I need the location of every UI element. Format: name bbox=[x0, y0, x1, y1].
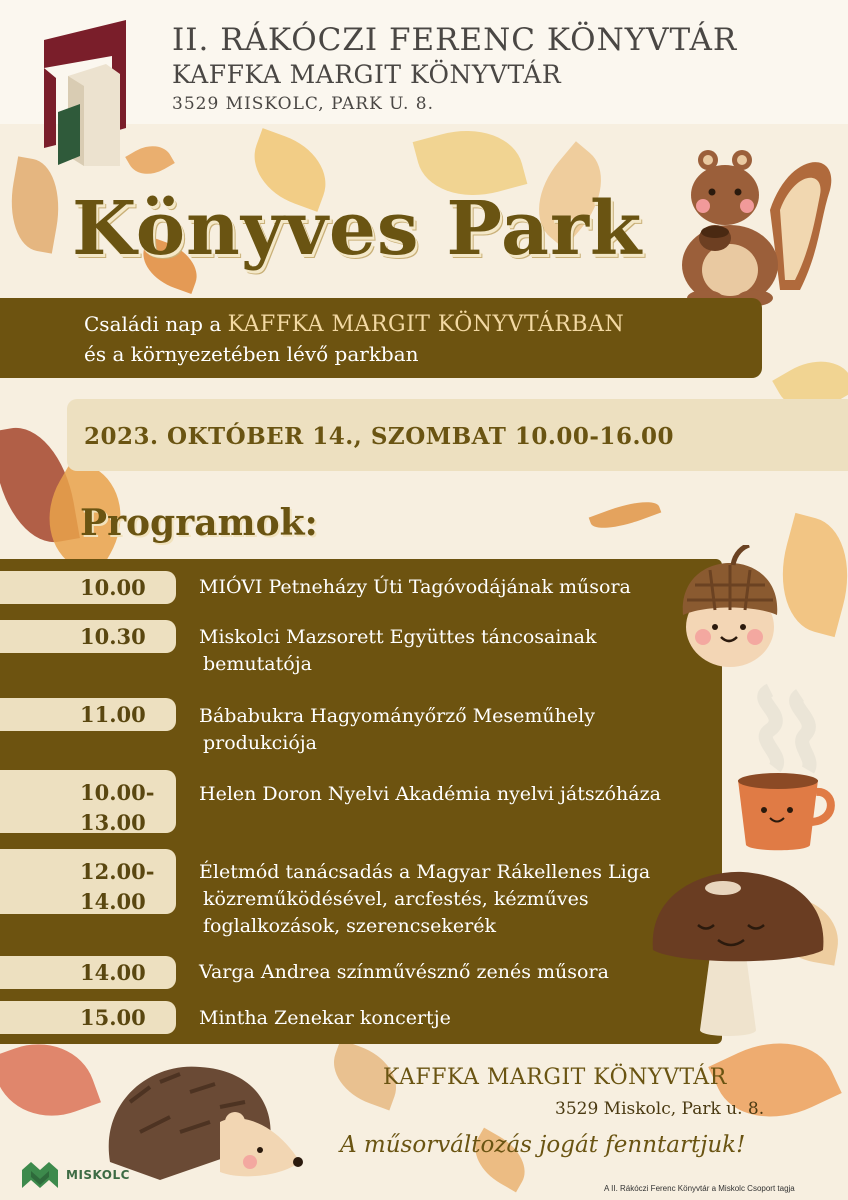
program-time bbox=[0, 1001, 176, 1034]
miskolc-logo-text: MISKOLC bbox=[66, 1168, 130, 1182]
program-time bbox=[0, 956, 176, 989]
description-line: Mintha Zenekar koncertje bbox=[199, 1007, 451, 1029]
footer-notice: A műsorváltozás jogát fenntartjuk! bbox=[340, 1132, 746, 1158]
programs-heading: Programok: bbox=[80, 502, 318, 544]
description-line: Varga Andrea színművésznő zenés műsora bbox=[199, 961, 609, 983]
description-line: bemutatója bbox=[203, 653, 312, 675]
time-line: 15.00 bbox=[80, 1005, 146, 1030]
program-description bbox=[199, 574, 631, 601]
time-line: 14.00 bbox=[80, 889, 146, 914]
time-line: 12.00- bbox=[80, 859, 155, 884]
program-description bbox=[199, 959, 609, 986]
acorn-icon bbox=[675, 545, 785, 670]
program-description bbox=[199, 703, 595, 757]
description-line: Bábabukra Hagyományőrző Meseműhely bbox=[199, 705, 595, 727]
membership-note: A II. Rákóczi Ferenc Könyvtár a Miskolc Csoport tagja bbox=[604, 1184, 795, 1193]
header-address: 3529 MISKOLC, PARK U. 8. bbox=[172, 94, 434, 114]
program-description bbox=[199, 859, 650, 940]
squirrel-icon bbox=[670, 140, 840, 310]
description-line: MIÓVI Petneházy Úti Tagóvodájának műsora bbox=[199, 576, 631, 598]
subtitle-line2: és a környezetében lévő parkban bbox=[84, 342, 419, 366]
program-time bbox=[0, 571, 176, 604]
subtitle-band bbox=[0, 298, 762, 378]
mushroom-icon bbox=[648, 870, 828, 1040]
description-line: Miskolci Mazsorett Együttes táncosainak bbox=[199, 626, 597, 648]
miskolc-logo-icon bbox=[22, 1162, 58, 1188]
hedgehog-icon bbox=[100, 1062, 305, 1184]
time-line: 10.00- bbox=[80, 780, 155, 805]
subtitle-prefix: Családi nap a bbox=[84, 312, 228, 336]
event-date: 2023. OKTÓBER 14., SZOMBAT 10.00-16.00 bbox=[84, 423, 674, 450]
time-line: 13.00 bbox=[80, 810, 146, 835]
subtitle-accent: KAFFKA MARGIT KÖNYVTÁRBAN bbox=[227, 312, 625, 337]
program-description bbox=[199, 781, 661, 808]
program-description bbox=[199, 1005, 451, 1032]
description-line: közreműködésével, arcfestés, kézműves bbox=[203, 888, 589, 910]
description-line: produkciója bbox=[203, 732, 317, 754]
library-logo-icon bbox=[44, 20, 130, 166]
description-line: Életmód tanácsadás a Magyar Rákellenes Liga bbox=[199, 861, 651, 883]
time-line: 10.30 bbox=[80, 624, 146, 649]
program-time bbox=[0, 849, 176, 914]
coffee-cup-icon bbox=[730, 680, 840, 860]
footer-address: 3529 Miskolc, Park u. 8. bbox=[555, 1099, 765, 1119]
program-time bbox=[0, 698, 176, 731]
footer-branch: KAFFKA MARGIT KÖNYVTÁR bbox=[383, 1065, 727, 1090]
program-time bbox=[0, 620, 176, 653]
program-description bbox=[199, 624, 597, 678]
description-line: foglalkozások, szerencsekerék bbox=[203, 915, 496, 937]
time-line: 10.00 bbox=[80, 575, 146, 600]
page-title: Könyves Park bbox=[72, 186, 643, 272]
description-line: Helen Doron Nyelvi Akadémia nyelvi játszóháza bbox=[199, 783, 661, 805]
time-line: 14.00 bbox=[80, 960, 146, 985]
time-line: 11.00 bbox=[80, 702, 146, 727]
library-name: II. RÁKÓCZI FERENC KÖNYVTÁR bbox=[172, 22, 738, 58]
branch-name: KAFFKA MARGIT KÖNYVTÁR bbox=[172, 60, 562, 89]
program-time bbox=[0, 770, 176, 833]
subtitle-line1 bbox=[84, 312, 624, 337]
